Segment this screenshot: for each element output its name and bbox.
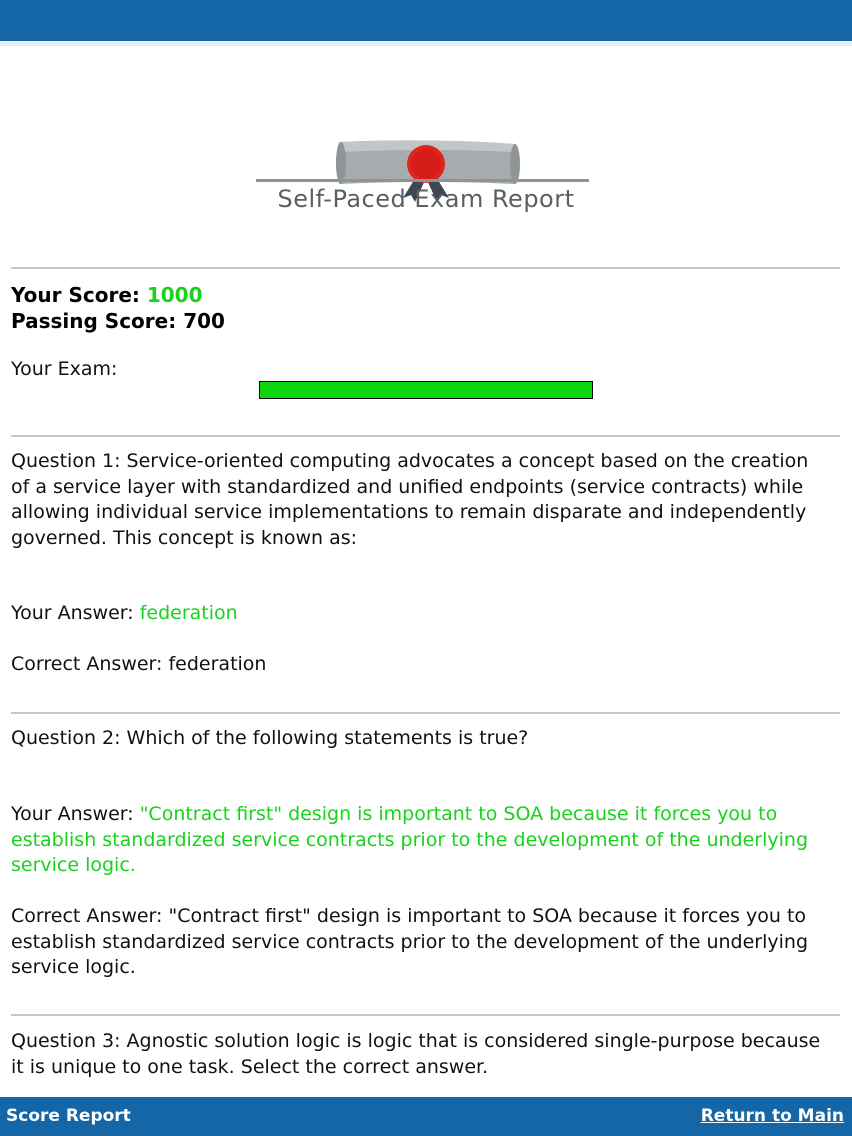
return-to-main-link[interactable]: Return to Main [700,1106,844,1126]
your-score-value: 1000 [146,283,203,307]
passing-score [11,309,225,333]
page-title: Self-Paced Exam Report [277,185,575,213]
your-score [11,283,203,307]
your-score-label: Your Score: [11,283,147,307]
correct-answer-value: federation [168,653,267,675]
exam-progress-bar [259,381,593,399]
question-2-text: Question 2: Which of the following statements is true? [11,727,529,749]
correct-answer-value: "Contract first" design is important to SOA because it forces you to establish standardized service contracts prior to the development of the underlying service logic. [11,905,809,978]
correct-answer-label: Correct Answer: [11,905,169,927]
title-divider [256,179,589,182]
divider [11,1014,840,1016]
passing-score-value: 700 [183,309,225,333]
divider [11,435,840,437]
your-exam-label: Your Exam: [11,358,118,380]
exam-progress-fill [260,382,592,398]
correct-answer-label: Correct Answer: [11,653,169,675]
question-2-correct-answer [11,904,831,981]
question-3-text: Question 3: Agnostic solution logic is logic that is considered single-purpose because it is unique to one task. Select the correct answer. [11,1030,821,1078]
your-answer-value: federation [139,602,238,624]
bottom-bar [0,1097,852,1136]
question-2-your-answer [11,802,831,879]
report-content[interactable] [0,46,852,1097]
your-answer-label: Your Answer: [11,803,140,825]
divider [11,267,840,269]
score-report-label: Score Report [6,1106,131,1126]
top-bar [0,0,852,46]
your-answer-value: "Contract first" design is important to SOA because it forces you to establish standardized service contracts prior to the development of the underlying service logic. [11,803,809,876]
question-1-correct-answer [11,652,831,678]
divider [11,712,840,714]
your-answer-label: Your Answer: [11,602,140,624]
passing-score-label: Passing Score: [11,309,184,333]
question-1-text: Question 1: Service-oriented computing advocates a concept based on the creation of a service layer with standardized and unified endpoints (service contracts) while allowing individual service implementations to remain disparate and independently governed. This concept is known as: [11,450,809,549]
question-1-your-answer [11,601,831,627]
